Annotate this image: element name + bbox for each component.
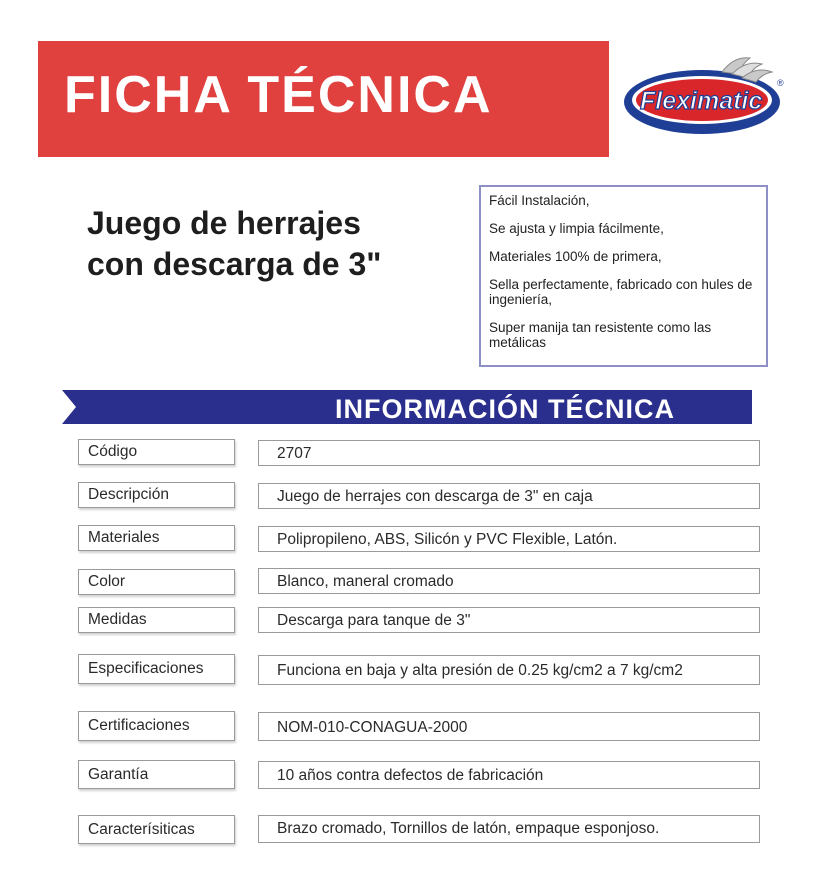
spec-label-codigo: Código: [78, 439, 235, 465]
spec-value-descripcion: Juego de herrajes con descarga de 3" en caja: [258, 483, 760, 509]
page-title: FICHA TÉCNICA: [64, 66, 493, 124]
spec-value-color: Blanco, maneral cromado: [258, 568, 760, 594]
spec-value-medidas: Descarga para tanque de 3": [258, 607, 760, 633]
spec-value-caracteristicas: Brazo cromado, Tornillos de latón, empaque esponjoso.: [258, 815, 760, 843]
product-title-line-1: Juego de herrajes: [87, 205, 361, 241]
spec-label-color: Color: [78, 569, 235, 595]
feature-item: Sella perfectamente, fabricado con hules de ingeniería,: [489, 277, 753, 307]
product-title-line-2: con descarga de 3": [87, 246, 382, 282]
spec-label-materiales: Materiales: [78, 525, 235, 551]
registered-mark: ®: [777, 78, 784, 88]
spec-label-descripcion: Descripción: [78, 482, 235, 508]
feature-item: Se ajusta y limpia fácilmente,: [489, 221, 664, 236]
spec-value-especificaciones: Funciona en baja y alta presión de 0.25 kg/cm2 a 7 kg/cm2: [258, 655, 760, 685]
feature-item: Materiales 100% de primera,: [489, 249, 662, 264]
product-title: [87, 203, 381, 285]
header-banner: [38, 41, 609, 157]
spec-label-certificaciones: Certificaciones: [78, 711, 235, 741]
spec-value-codigo: 2707: [258, 440, 760, 466]
spec-value-garantia: 10 años contra defectos de fabricación: [258, 761, 760, 789]
features-box: [479, 185, 768, 367]
spec-value-materiales: Polipropileno, ABS, Silicón y PVC Flexible, Latón.: [258, 526, 760, 552]
spec-label-caracteristicas: Caracterísiticas: [78, 815, 235, 844]
section-title: INFORMACIÓN TÉCNICA: [335, 394, 675, 424]
feature-item: Fácil Instalación,: [489, 193, 590, 208]
spec-label-especificaciones: Especificaciones: [78, 654, 235, 684]
spec-label-garantia: Garantía: [78, 760, 235, 789]
fleximatic-logo-icon: [622, 52, 788, 138]
logo-text: Fleximatic: [640, 87, 763, 115]
spec-label-medidas: Medidas: [78, 607, 235, 633]
feature-item: Super manija tan resistente como las metálicas: [489, 320, 712, 350]
spec-value-certificaciones: NOM-010-CONAGUA-2000: [258, 712, 760, 741]
